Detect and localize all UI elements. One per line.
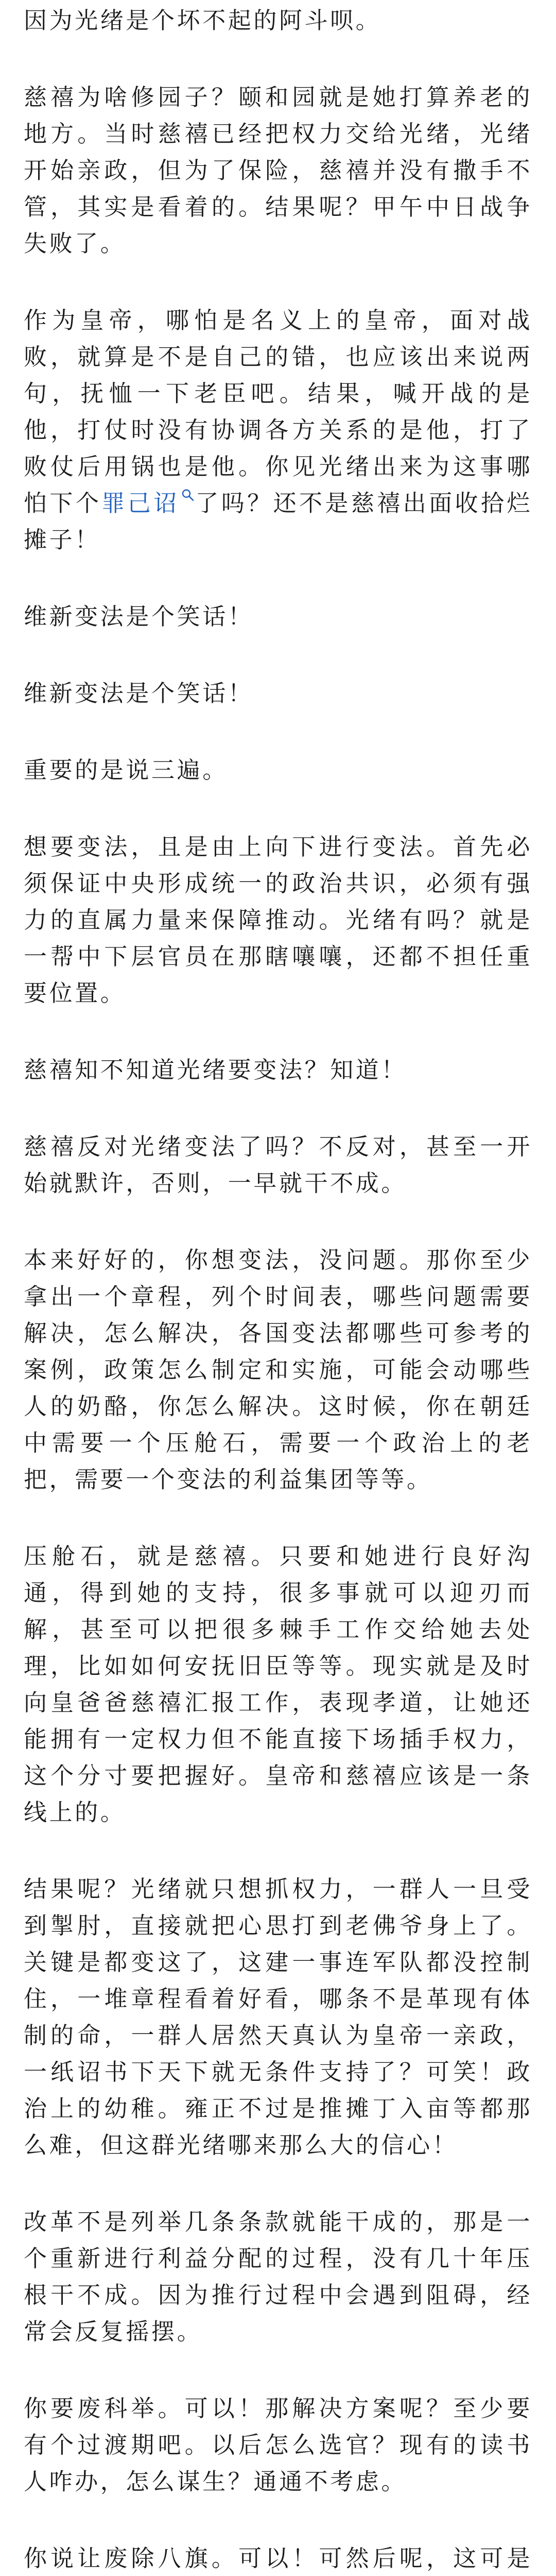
paragraph-text: 重要的是说三遍。 — [24, 756, 228, 784]
paragraph — [24, 2, 532, 39]
paragraph-text: 慈禧知不知道光绪要变法？知道！ — [24, 1056, 407, 1083]
paragraph — [24, 79, 532, 262]
paragraph — [24, 675, 532, 711]
paragraph — [24, 2204, 532, 2350]
paragraph — [24, 1052, 532, 1088]
paragraph — [24, 1538, 532, 1831]
paragraph — [24, 302, 532, 558]
search-link-icon[interactable] — [181, 488, 195, 502]
paragraph-text: 作为皇帝，哪怕是名义上的皇帝，面对战败，就算是不是自己的错，也应该出来说两句，抚恤一下老臣吧。结果，喊开战的是他，打仗时没有协调各方关系的是他，打了败仗后用锅也是他。你见光绪出来为这事哪怕下个 — [24, 307, 532, 517]
paragraph-text: 结果呢？光绪就只想抓权力，一群人一旦受到掣肘，直接就把心思打到老佛爷身上了。关键是都变这了，这建一事连军队都没控制住，一堆章程看着好看，哪条不是革现有体制的命，一群人居然天真认为皇帝一亲政，一纸诏书下天下就无条件支持了？可笑！政治上的幼稚。雍正不过是推摊丁入亩等都那么难，但这群光绪哪来那么大的信心！ — [24, 1875, 532, 2159]
paragraph — [24, 828, 532, 1011]
paragraph-text: 想要变法，且是由上向下进行变法。首先必须保证中央形成统一的政治共识，必须有强力的直属力量来保障推动。光绪有吗？就是一帮中下层官员在那瞎嚷嚷，还都不担任重要位置。 — [24, 833, 532, 1007]
paragraph-text: 你说让废除八旗。可以！可然后呢，这可是 — [24, 2545, 532, 2572]
paragraph — [24, 2540, 532, 2576]
paragraph-text: 维新变法是个笑话！ — [24, 603, 254, 630]
paragraph — [24, 1242, 532, 1498]
paragraph-text: 维新变法是个笑话！ — [24, 680, 254, 707]
paragraph-text: 你要废科举。可以！那解决方案呢？至少要有个过渡期吧。以后怎么选官？现有的读书人咋办，怎么谋生？通通不考虑。 — [24, 2395, 532, 2495]
paragraph-text: 慈禧为啥修园子？颐和园就是她打算养老的地方。当时慈禧已经把权力交给光绪，光绪开始亲政，但为了保险，慈禧并没有撒手不管，其实是看着的。结果呢？甲午中日战争失败了。 — [24, 83, 532, 257]
paragraph — [24, 752, 532, 788]
paragraph — [24, 598, 532, 635]
paragraph-text: 慈禧反对光绪变法了吗？不反对，甚至一开始就默许，否则，一早就干不成。 — [24, 1133, 532, 1197]
paragraph-text: 压舱石，就是慈禧。只要和她进行良好沟通，得到她的支持，很多事就可以迎刃而解，甚至可以把很多棘手工作交给她去处理，比如如何安抚旧臣等等。现实就是及时向皇爸爸慈禧汇报工作，表现孝道，让她还能拥有一定权力但不能直接下场插手权力，这个分寸要把握好。皇帝和慈禧应该是一条线上的。 — [24, 1543, 532, 1826]
paragraph-text: 因为光绪是个坏不起的阿斗呗。 — [24, 7, 381, 34]
paragraph-text: 改革不是列举几条条款就能干成的，那是一个重新进行利益分配的过程，没有几十年压根干不成。因为推行过程中会遇到阻碍，经常会反复摇摆。 — [24, 2208, 532, 2345]
paragraph — [24, 2390, 532, 2500]
paragraph — [24, 1128, 532, 1201]
paragraph — [24, 1871, 532, 2163]
term-link[interactable]: 罪己诏 — [101, 489, 180, 517]
paragraph-text: 本来好好的，你想变法，没问题。那你至少拿出一个章程，列个时间表，哪些问题需要解决，怎么解决，各国变法都哪些可参考的案例，政策怎么制定和实施，可能会动哪些人的奶酪，你怎么解决。这时候，你在朝廷中需要一个压舱石，需要一个政治上的老把，需要一个变法的利益集团等等。 — [24, 1246, 532, 1493]
paragraph-text: 了吗？还不是慈禧出面收拾烂摊子！ — [24, 489, 532, 553]
